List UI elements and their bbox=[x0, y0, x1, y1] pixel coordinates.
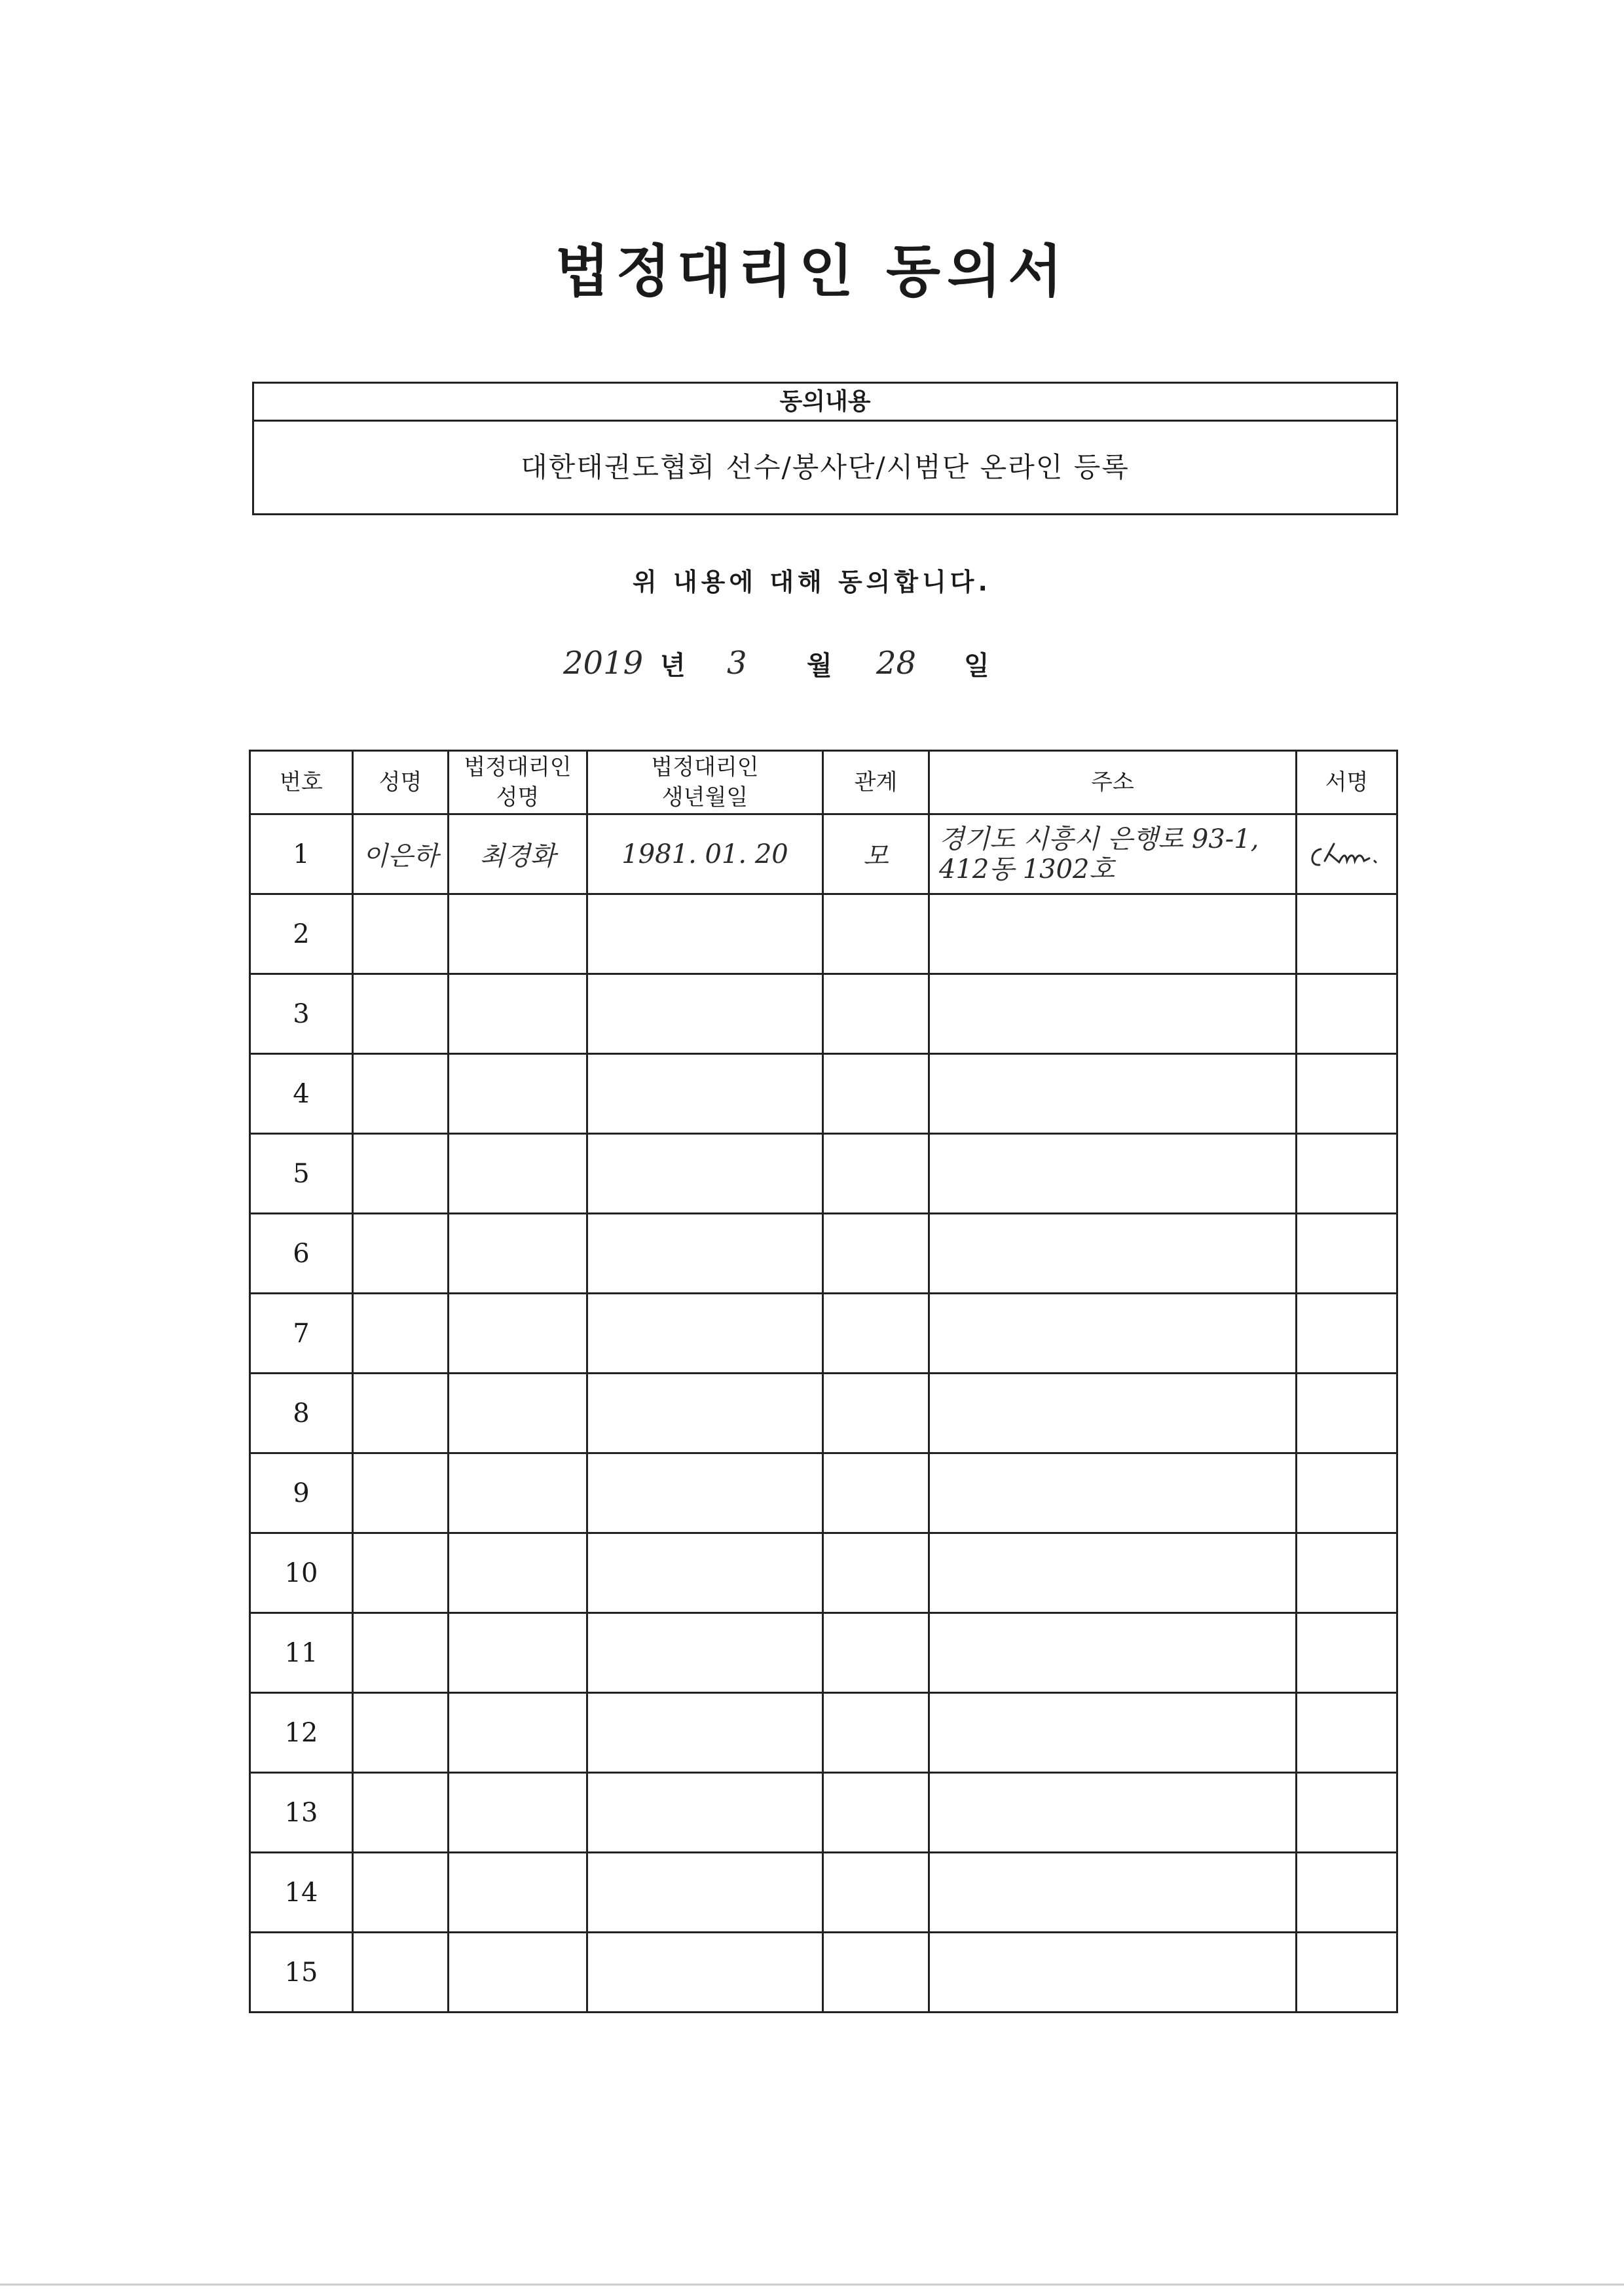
cell-no: 10 bbox=[250, 1533, 353, 1613]
cell-no: 7 bbox=[250, 1294, 353, 1374]
table-row bbox=[250, 1613, 1397, 1693]
cell-rep-name bbox=[449, 894, 587, 974]
cell-rep-name bbox=[449, 974, 587, 1054]
cell-no: 12 bbox=[250, 1693, 353, 1773]
cell-no: 15 bbox=[250, 1933, 353, 2013]
consent-content-header: 동의내용 bbox=[254, 384, 1396, 422]
date-year-unit: 년 bbox=[660, 651, 686, 681]
cell-rep-birth: 1981. 01. 20 bbox=[587, 814, 823, 894]
table-row bbox=[250, 974, 1397, 1054]
header-signature: 서명 bbox=[1297, 751, 1397, 814]
cell-signature bbox=[1297, 1294, 1397, 1374]
cell-address bbox=[929, 1693, 1297, 1773]
cell-rep-name bbox=[449, 1533, 587, 1613]
cell-rep-birth bbox=[587, 1374, 823, 1453]
cell-name bbox=[353, 1374, 449, 1453]
cell-rep-birth bbox=[587, 1693, 823, 1773]
cell-address bbox=[929, 1374, 1297, 1453]
table-row bbox=[250, 1693, 1397, 1773]
table-row bbox=[250, 814, 1397, 894]
cell-name bbox=[353, 1453, 449, 1533]
cell-rep-name bbox=[449, 1453, 587, 1533]
cell-signature bbox=[1297, 1134, 1397, 1214]
cell-address bbox=[929, 1773, 1297, 1853]
cell-no: 6 bbox=[250, 1214, 353, 1294]
cell-rep-birth bbox=[587, 1933, 823, 2013]
scan-edge-line bbox=[0, 2284, 1624, 2286]
cell-rep-name bbox=[449, 1054, 587, 1134]
cell-rep-name: 최경화 bbox=[449, 814, 587, 894]
cell-signature bbox=[1297, 1374, 1397, 1453]
date-day-handwritten: 28 bbox=[876, 645, 917, 682]
cell-relation bbox=[823, 1693, 929, 1773]
header-name: 성명 bbox=[353, 751, 449, 814]
cell-rep-name bbox=[449, 1773, 587, 1853]
table-row bbox=[250, 1773, 1397, 1853]
date-month-unit: 월 bbox=[807, 651, 832, 681]
cell-signature bbox=[1297, 1533, 1397, 1613]
cell-rep-birth bbox=[587, 1613, 823, 1693]
cell-name bbox=[353, 894, 449, 974]
table-row bbox=[250, 1054, 1397, 1134]
date-month-handwritten: 3 bbox=[727, 645, 747, 682]
cell-no: 5 bbox=[250, 1134, 353, 1214]
cell-no: 3 bbox=[250, 974, 353, 1054]
cell-address bbox=[929, 894, 1297, 974]
document-title: 법정대리인 동의서 bbox=[555, 239, 1069, 304]
header-rep-name-line2: 성명 bbox=[496, 784, 540, 811]
cell-address bbox=[929, 1453, 1297, 1533]
cell-relation bbox=[823, 894, 929, 974]
cell-name bbox=[353, 974, 449, 1054]
cell-address bbox=[929, 1214, 1297, 1294]
cell-relation bbox=[823, 1054, 929, 1134]
cell-signature bbox=[1297, 1853, 1397, 1933]
cell-signature bbox=[1297, 1693, 1397, 1773]
cell-rep-birth bbox=[587, 1533, 823, 1613]
cell-relation bbox=[823, 1134, 929, 1214]
guardian-registration-table bbox=[249, 750, 1398, 2013]
table-row bbox=[250, 1214, 1397, 1294]
header-relation: 관계 bbox=[823, 751, 929, 814]
cell-name bbox=[353, 1613, 449, 1693]
table-row bbox=[250, 1933, 1397, 2013]
table-row bbox=[250, 1294, 1397, 1374]
cell-signature bbox=[1297, 1453, 1397, 1533]
header-rep-birth-line2: 생년월일 bbox=[661, 784, 748, 811]
cell-relation bbox=[823, 974, 929, 1054]
date-day-unit: 일 bbox=[964, 651, 989, 681]
cell-relation bbox=[823, 1453, 929, 1533]
table-row bbox=[250, 1374, 1397, 1453]
cell-address bbox=[929, 1134, 1297, 1214]
header-rep-name bbox=[449, 751, 587, 814]
cell-relation bbox=[823, 1214, 929, 1294]
header-address: 주소 bbox=[929, 751, 1297, 814]
cell-name bbox=[353, 1853, 449, 1933]
cell-name: 이은하 bbox=[353, 814, 449, 894]
cell-rep-birth bbox=[587, 1853, 823, 1933]
cell-rep-birth bbox=[587, 1214, 823, 1294]
cell-address-line2: 412동 1302호 bbox=[939, 854, 1115, 884]
table-row bbox=[250, 1453, 1397, 1533]
cell-no: 2 bbox=[250, 894, 353, 974]
cell-name bbox=[353, 1294, 449, 1374]
handwritten-signature bbox=[1301, 835, 1393, 874]
cell-address bbox=[929, 1613, 1297, 1693]
cell-name bbox=[353, 1054, 449, 1134]
cell-relation bbox=[823, 1374, 929, 1453]
cell-signature bbox=[1297, 814, 1397, 894]
cell-rep-birth bbox=[587, 894, 823, 974]
cell-address bbox=[929, 974, 1297, 1054]
cell-no: 14 bbox=[250, 1853, 353, 1933]
cell-rep-name bbox=[449, 1693, 587, 1773]
cell-no: 11 bbox=[250, 1613, 353, 1693]
cell-name bbox=[353, 1214, 449, 1294]
header-rep-birth bbox=[587, 751, 823, 814]
table-row bbox=[250, 894, 1397, 974]
cell-relation bbox=[823, 1773, 929, 1853]
cell-name bbox=[353, 1134, 449, 1214]
cell-signature bbox=[1297, 894, 1397, 974]
cell-no: 9 bbox=[250, 1453, 353, 1533]
cell-name bbox=[353, 1933, 449, 2013]
cell-signature bbox=[1297, 1214, 1397, 1294]
cell-rep-name bbox=[449, 1214, 587, 1294]
table-row bbox=[250, 1134, 1397, 1214]
cell-rep-birth bbox=[587, 974, 823, 1054]
cell-address bbox=[929, 1533, 1297, 1613]
cell-rep-birth bbox=[587, 1773, 823, 1853]
cell-address-line1: 경기도 시흥시 은행로 93-1, bbox=[939, 824, 1259, 854]
cell-address bbox=[929, 1933, 1297, 2013]
date-year-handwritten: 2019 bbox=[563, 645, 644, 682]
cell-no: 8 bbox=[250, 1374, 353, 1453]
cell-relation bbox=[823, 1613, 929, 1693]
header-rep-name-line1: 법정대리인 bbox=[464, 754, 572, 780]
table-header-row bbox=[250, 751, 1397, 814]
cell-rep-name bbox=[449, 1613, 587, 1693]
consent-content-box bbox=[252, 382, 1398, 515]
cell-rep-birth bbox=[587, 1294, 823, 1374]
agreement-statement: 위 내용에 대해 동의합니다. bbox=[633, 568, 991, 596]
cell-signature bbox=[1297, 974, 1397, 1054]
cell-rep-name bbox=[449, 1134, 587, 1214]
table-row bbox=[250, 1533, 1397, 1613]
cell-no: 4 bbox=[250, 1054, 353, 1134]
cell-no: 13 bbox=[250, 1773, 353, 1853]
cell-name bbox=[353, 1773, 449, 1853]
cell-no: 1 bbox=[250, 814, 353, 894]
table-row bbox=[250, 1853, 1397, 1933]
cell-rep-birth bbox=[587, 1054, 823, 1134]
cell-rep-birth bbox=[587, 1453, 823, 1533]
cell-signature bbox=[1297, 1054, 1397, 1134]
cell-address bbox=[929, 814, 1297, 894]
cell-relation bbox=[823, 1533, 929, 1613]
cell-signature bbox=[1297, 1613, 1397, 1693]
cell-relation bbox=[823, 1933, 929, 2013]
cell-address bbox=[929, 1054, 1297, 1134]
cell-rep-name bbox=[449, 1933, 587, 2013]
cell-name bbox=[353, 1693, 449, 1773]
cell-rep-birth bbox=[587, 1134, 823, 1214]
cell-name bbox=[353, 1533, 449, 1613]
cell-rep-name bbox=[449, 1374, 587, 1453]
cell-relation bbox=[823, 1294, 929, 1374]
consent-content-text: 대한태권도협회 선수/봉사단/시범단 온라인 등록 bbox=[521, 451, 1130, 483]
cell-rep-name bbox=[449, 1294, 587, 1374]
header-rep-birth-line1: 법정대리인 bbox=[651, 754, 759, 780]
cell-signature bbox=[1297, 1773, 1397, 1853]
cell-relation bbox=[823, 1853, 929, 1933]
cell-relation: 모 bbox=[823, 814, 929, 894]
header-no: 번호 bbox=[250, 751, 353, 814]
cell-address bbox=[929, 1853, 1297, 1933]
cell-rep-name bbox=[449, 1853, 587, 1933]
cell-signature bbox=[1297, 1933, 1397, 2013]
cell-address bbox=[929, 1294, 1297, 1374]
